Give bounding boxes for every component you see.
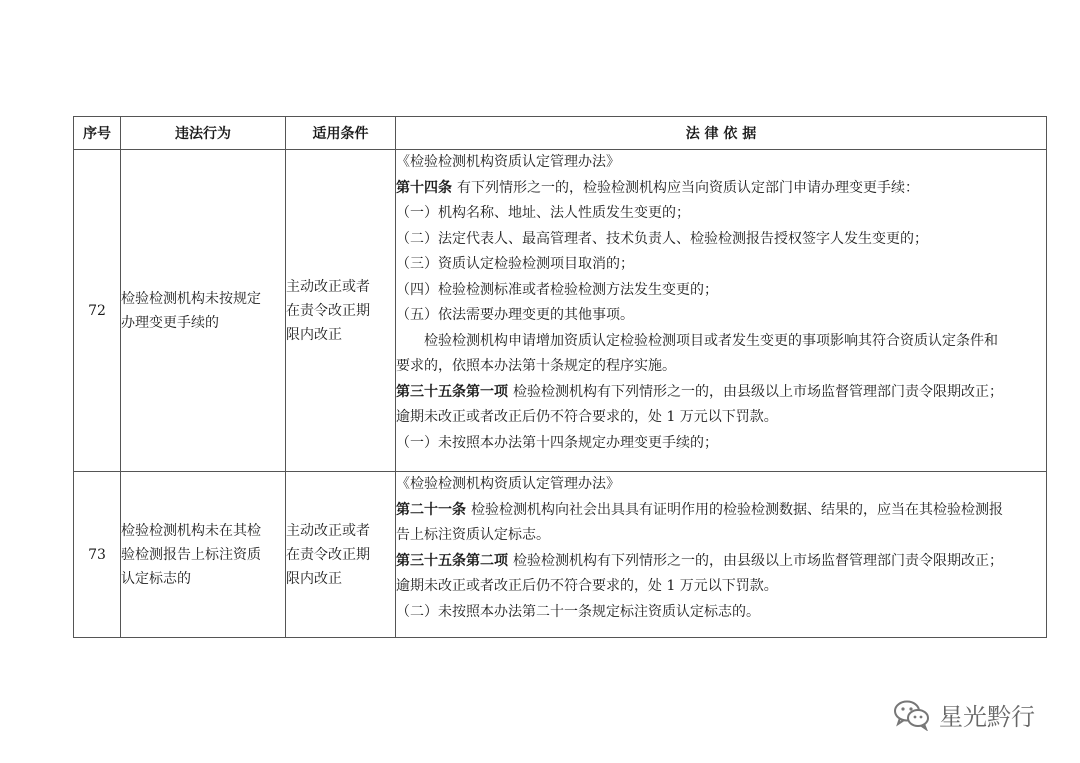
legal-text-line: [396, 227, 1046, 253]
legal-text-line: [396, 329, 1046, 355]
table-row: [74, 472, 1047, 638]
legal-text: 逾期未改正或者改正后仍不符合要求的，处 1 万元以下罚款。: [396, 578, 778, 594]
legal-text-line: [396, 354, 1046, 380]
legal-text: 《检验检测机构资质认定管理办法》: [396, 476, 620, 492]
condition-line: 在责令改正期: [286, 302, 370, 319]
header-violation: 违法行为: [121, 117, 286, 150]
watermark-text: 星光黔行: [939, 703, 1035, 731]
legal-text-line: [396, 600, 1046, 626]
legal-text: （二）法定代表人、最高管理者、技术负责人、检验检测报告授权签字人发生变更的；: [396, 230, 928, 247]
condition-cell: [286, 472, 396, 638]
legal-text-line: [396, 303, 1046, 329]
legal-text: （一）机构名称、地址、法人性质发生变更的；: [396, 205, 690, 221]
legal-text-line: [396, 201, 1046, 227]
condition-line: 在责令改正期: [286, 546, 370, 563]
row-number: 73: [74, 472, 121, 638]
header-condition: 适用条件: [286, 117, 396, 150]
violation-cell: [121, 472, 286, 638]
legal-text: 检验检测机构申请增加资质认定检验检测项目或者发生变更的事项影响其符合资质认定条件和: [424, 332, 998, 349]
legal-text-line: [396, 431, 1046, 457]
legal-text: （一）未按照本办法第十四条规定办理变更手续的；: [396, 434, 718, 451]
legal-text: 检验检测机构有下列情形之一的，由县级以上市场监督管理部门责令限期改正；: [513, 383, 1003, 400]
article-number: 第十四条: [396, 179, 452, 196]
legal-basis-cell: [396, 472, 1047, 638]
account-watermark: [893, 697, 1035, 732]
legal-text: 要求的，依照本办法第十条规定的程序实施。: [396, 358, 676, 374]
legal-text-line: [396, 380, 1046, 406]
legal-basis-cell: [396, 150, 1047, 472]
legal-text: 检验检测机构向社会出具具有证明作用的检验检测数据、结果的，应当在其检验检测报: [471, 501, 1003, 518]
legal-text-line: [396, 549, 1046, 575]
condition-cell: [286, 150, 396, 472]
row-number: 72: [74, 150, 121, 472]
violation-line: 认定标志的: [121, 570, 191, 587]
legal-text-line: [396, 472, 1046, 498]
legal-text: 有下列情形之一的，检验检测机构应当向资质认定部门申请办理变更手续：: [457, 179, 919, 196]
regulation-table: [73, 116, 1047, 638]
legal-text: 逾期未改正或者改正后仍不符合要求的，处 1 万元以下罚款。: [396, 409, 778, 425]
condition-line: 限内改正: [286, 570, 342, 587]
condition-line: 主动改正或者: [286, 522, 370, 539]
condition-line: 限内改正: [286, 326, 342, 343]
legal-text-line: [396, 405, 1046, 431]
legal-text-line: [396, 252, 1046, 278]
header-no: 序号: [74, 117, 121, 150]
legal-text-line: [396, 278, 1046, 304]
violation-line: 检验检测机构未在其检: [121, 522, 261, 539]
violation-cell: [121, 150, 286, 472]
legal-text: 检验检测机构有下列情形之一的，由县级以上市场监督管理部门责令限期改正；: [513, 552, 1003, 569]
article-number: 第三十五条第一项: [396, 383, 508, 400]
wechat-icon: [893, 699, 931, 731]
legal-text-line: [396, 574, 1046, 600]
legal-text: （三）资质认定检验检测项目取消的；: [396, 256, 634, 272]
table-row: [74, 150, 1047, 472]
legal-text-line: [396, 498, 1046, 524]
violation-line: 办理变更手续的: [121, 314, 219, 331]
legal-text: 告上标注资质认定标志。: [396, 527, 550, 543]
legal-text: （四）检验检测标准或者检验检测方法发生变更的；: [396, 281, 718, 298]
article-number: 第二十一条: [396, 501, 466, 518]
legal-text: （二）未按照本办法第二十一条规定标注资质认定标志的。: [396, 603, 760, 620]
violation-line: 检验检测机构未按规定: [121, 290, 261, 307]
legal-text-line: [396, 523, 1046, 549]
legal-text: （五）依法需要办理变更的其他事项。: [396, 307, 634, 323]
legal-text: 《检验检测机构资质认定管理办法》: [396, 154, 620, 170]
header-legal-basis: 法 律 依 据: [396, 117, 1047, 150]
legal-text-line: [396, 176, 1046, 202]
violation-line: 验检测报告上标注资质: [121, 546, 261, 563]
condition-line: 主动改正或者: [286, 278, 370, 295]
table-header-row: [74, 117, 1047, 150]
article-number: 第三十五条第二项: [396, 552, 508, 569]
legal-text-line: [396, 150, 1046, 176]
